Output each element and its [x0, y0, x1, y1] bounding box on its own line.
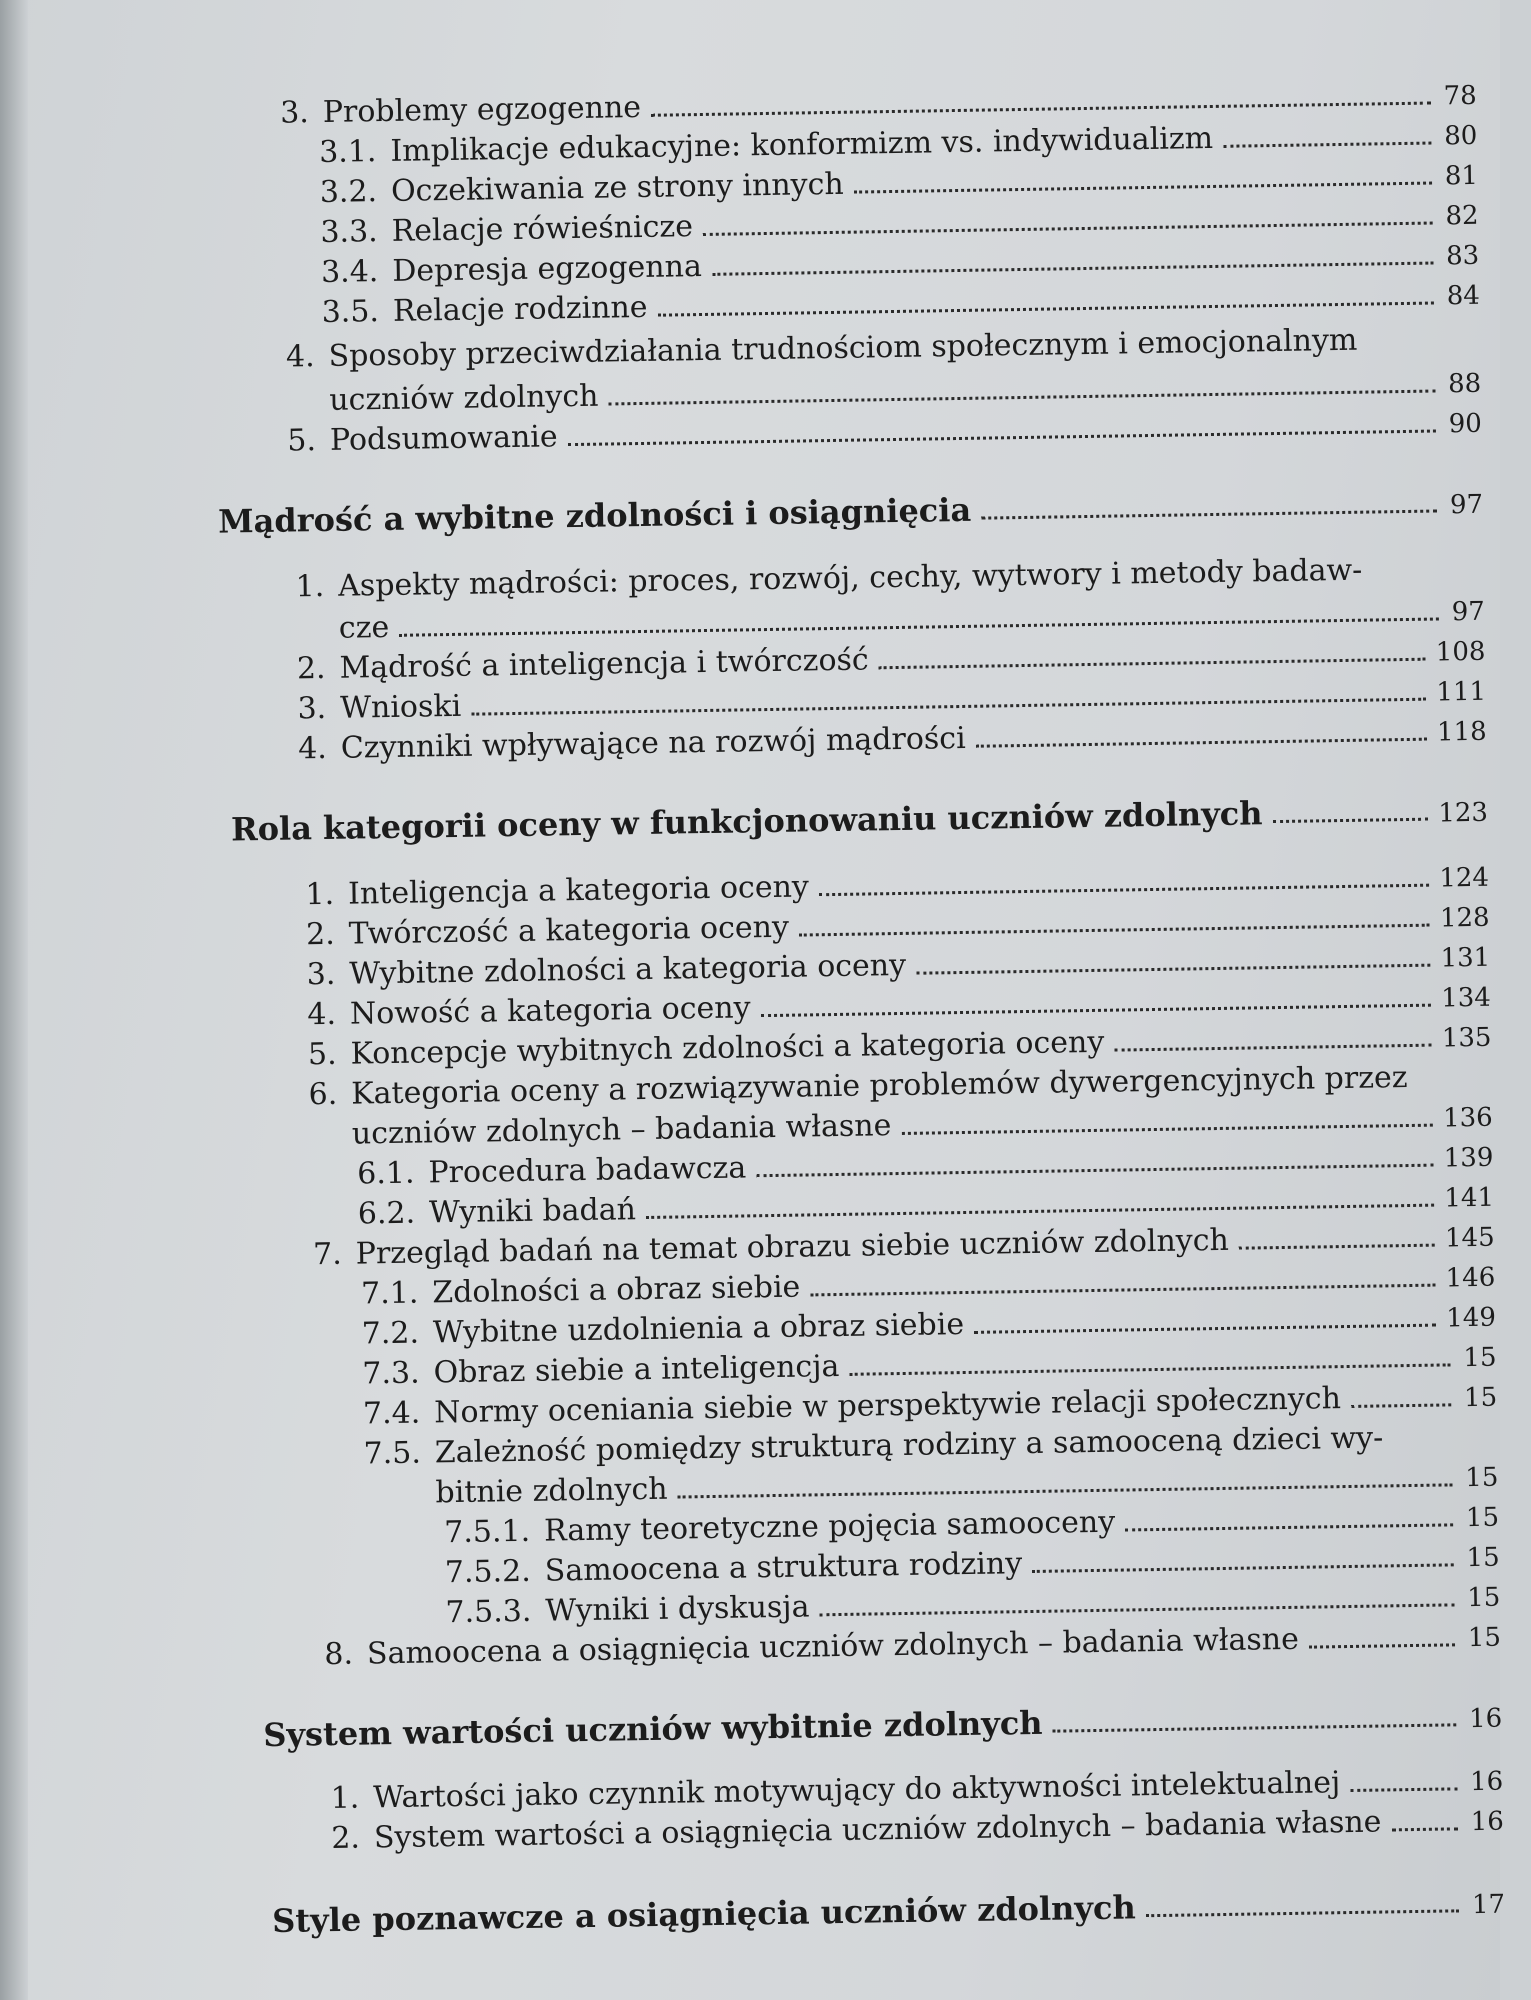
toc-entry-title: Oczekiwania ze strony innych — [390, 166, 844, 209]
toc-entry-page: 128 — [1439, 902, 1490, 934]
chapter-page: 123 — [1438, 797, 1489, 829]
dot-leader — [761, 1004, 1432, 1018]
toc-entry-number: 7.3. — [362, 1355, 420, 1392]
toc-entry-page: 15 — [1463, 1342, 1497, 1374]
toc-entry-page: 16 — [1469, 1766, 1504, 1798]
toc-entry-page: 111 — [1436, 676, 1487, 708]
toc-entry-title: System wartości a osiągnięcia uczniów zdolnych – badania własne — [373, 1804, 1382, 1856]
dot-leader — [1125, 1523, 1453, 1531]
toc-entry-page: 118 — [1436, 716, 1487, 748]
toc-entry-title: Relacje rodzinne — [392, 289, 648, 329]
toc-chapter — [272, 1883, 1505, 1940]
toc-entry-page: 78 — [1443, 80, 1477, 112]
toc-entry-title: Zależność pomiędzy strukturą rodziny a samooceną dzieci wy- — [434, 1420, 1384, 1471]
dot-leader — [1146, 1909, 1459, 1917]
toc-entry-number: 3. — [297, 690, 327, 727]
toc-entry-page: 97 — [1451, 596, 1486, 628]
toc-entry-page: 146 — [1445, 1262, 1496, 1294]
toc-entry-title: Koncepcje wybitnych zdolności a kategoria oceny — [350, 1024, 1105, 1072]
dot-leader — [1350, 1787, 1457, 1792]
dot-leader — [1223, 142, 1431, 148]
dot-leader — [651, 102, 1431, 117]
toc-entry-number: 3.1. — [318, 134, 377, 171]
dot-leader — [879, 658, 1426, 670]
toc-entry-page: 84 — [1446, 280, 1481, 312]
chapter-title: Mądrość a wybitne zdolności i osiągnięcia — [217, 490, 972, 541]
toc-entry-page: 88 — [1447, 368, 1482, 400]
toc-entry-number: 2. — [305, 916, 335, 953]
dot-leader — [1351, 1403, 1451, 1408]
toc-entry-page: 145 — [1444, 1222, 1495, 1254]
toc-entry-title: Podsumowanie — [329, 419, 558, 458]
dot-leader — [820, 1603, 1455, 1616]
toc-entry-number: 1. — [330, 1780, 360, 1817]
toc-entry-title-cont: uczniów zdolnych – badania własne — [351, 1108, 892, 1152]
toc-entry-page: 15 — [1466, 1542, 1500, 1574]
toc-entry-page: 124 — [1439, 862, 1490, 894]
dot-leader — [1273, 817, 1429, 822]
dot-leader — [916, 964, 1431, 975]
toc-entry-title: Zdolności a obraz siebie — [432, 1269, 801, 1311]
toc-entry-number: 5. — [287, 423, 317, 459]
dot-leader — [901, 1124, 1433, 1135]
toc-entry-number: 7.5. — [363, 1435, 422, 1472]
toc-entry-number: 7.5.1. — [443, 1513, 531, 1551]
toc-entry-title-cont: bitnie zdolnych — [435, 1471, 668, 1511]
dot-leader — [609, 390, 1436, 406]
toc-entry-title: Normy oceniania siebie w perspektywie relacji społecznych — [433, 1381, 1342, 1431]
toc-entry-title: Czynniki wpływające na rozwój mądrości — [340, 720, 966, 766]
chapter-title: Style poznawcze a osiągnięcia uczniów zdolnych — [271, 1888, 1136, 1940]
toc-entry-title: Samoocena a struktura rodziny — [544, 1546, 1023, 1589]
dot-leader — [471, 698, 1426, 716]
toc-chapter — [218, 483, 1483, 541]
dot-leader — [712, 262, 1433, 276]
toc-entry-title: Wybitne uzdolnienia a obraz siebie — [432, 1307, 965, 1351]
dot-leader — [1309, 1643, 1455, 1648]
toc-entry-title: Ramy teoretyczne pojęcia samooceny — [543, 1504, 1116, 1549]
toc-entry-title-cont: cze — [338, 609, 390, 646]
toc-entry-title: Procedura badawcza — [428, 1150, 747, 1191]
toc-entry-number: 1. — [295, 568, 325, 605]
toc-entry-title-cont: uczniów zdolnych — [329, 378, 599, 418]
toc-entry-page: 83 — [1445, 240, 1480, 272]
toc-entry-page: 15 — [1463, 1382, 1498, 1414]
dot-leader — [849, 1363, 1450, 1375]
toc-entry-title: Wnioski — [339, 688, 462, 726]
dot-leader — [974, 1324, 1436, 1334]
toc-entry-number: 3.5. — [321, 294, 380, 330]
toc-entry-number: 4. — [297, 730, 328, 767]
toc-entry-page: 149 — [1446, 1302, 1497, 1334]
toc-entry-title: Wyniki i dyskusja — [545, 1589, 810, 1629]
toc-entry-page: 15 — [1465, 1502, 1500, 1534]
dot-leader — [1392, 1827, 1458, 1831]
toc-entry-number: 7.1. — [360, 1275, 419, 1312]
toc-entry-title: Wybitne zdolności a kategoria oceny — [349, 947, 907, 992]
toc-entry-number: 7.5.2. — [444, 1553, 532, 1591]
dot-leader — [646, 1204, 1434, 1219]
toc-entry-title: Implikacje edukacyjne: konformizm vs. indywidualizm — [390, 120, 1214, 169]
toc-entry-number: 7.5.3. — [445, 1593, 532, 1631]
dot-leader — [1053, 1723, 1457, 1732]
toc-entry-page: 15 — [1466, 1582, 1501, 1614]
toc-entry-number: 6.1. — [356, 1155, 415, 1192]
toc-entry-page: 134 — [1440, 982, 1492, 1014]
toc-entry-number: 6.2. — [357, 1195, 416, 1232]
toc-entry-title: Obraz siebie a inteligencja — [433, 1348, 840, 1391]
dot-leader — [981, 509, 1437, 519]
dot-leader — [678, 1483, 1453, 1498]
toc-entry-page: 15 — [1465, 1462, 1499, 1494]
dot-leader — [1114, 1044, 1432, 1052]
toc-entry-number: 3.2. — [319, 174, 378, 210]
toc-entry-title: Sposoby przeciwdziałania trudnościom społecznym i emocjonalnym — [328, 322, 1358, 374]
chapter-page: 16 — [1468, 1703, 1503, 1735]
dot-leader — [976, 738, 1427, 748]
toc-entry-number: 4. — [307, 996, 337, 1033]
chapter-title: System wartości uczniów wybitnie zdolnych — [262, 1703, 1043, 1755]
toc-entry-page: 15 — [1467, 1622, 1502, 1654]
toc-entry-title: Problemy egzogenne — [322, 89, 642, 130]
toc-entry-title: Depresja egzogenna — [392, 249, 703, 289]
toc-entry-title: Mądrość a inteligencja i twórczość — [339, 642, 869, 686]
toc-entry-title: Wartości jako czynnik motywujący do aktywności intelektualnej — [373, 1765, 1341, 1816]
toc-entry-page: 139 — [1443, 1142, 1494, 1174]
toc-chapter — [231, 791, 1488, 849]
toc-entry-page: 131 — [1440, 942, 1491, 974]
dot-leader — [399, 617, 1439, 636]
dot-leader — [799, 924, 1430, 937]
chapter-page: 17 — [1471, 1889, 1506, 1921]
chapter-page: 97 — [1449, 489, 1484, 521]
toc-entry-page: 108 — [1435, 636, 1486, 668]
toc-entry-title: Wyniki badań — [428, 1192, 637, 1231]
toc-entry-number: 3. — [306, 956, 336, 993]
toc-entry-number: 5. — [307, 1036, 337, 1073]
toc-entry-number: 6. — [308, 1076, 338, 1113]
toc-entry-title: Samoocena a osiągnięcia uczniów zdolnych – badania własne — [366, 1621, 1300, 1672]
toc-entry-page: 16 — [1470, 1806, 1505, 1838]
toc-entry-number: 3.4. — [320, 254, 379, 290]
toc-chapter — [263, 1697, 1502, 1754]
toc-entry-title: Nowość a kategoria oceny — [349, 990, 751, 1032]
toc-entry-number: 7.4. — [362, 1395, 421, 1432]
dot-leader — [1239, 1244, 1435, 1250]
toc-entry-number: 4. — [285, 339, 315, 375]
toc-entry-number: 8. — [324, 1636, 354, 1673]
dot-leader — [810, 1284, 1435, 1297]
toc-entry-page: 90 — [1448, 408, 1483, 440]
toc-entry-page: 82 — [1445, 200, 1479, 232]
dot-leader — [1032, 1563, 1454, 1573]
toc-entry-title: Przegląd badań na temat obrazu siebie uczniów zdolnych — [355, 1222, 1230, 1272]
dot-leader — [854, 182, 1432, 194]
toc-entry-number: 2. — [331, 1820, 361, 1857]
toc-entry-title: Relacje rówieśnicze — [391, 209, 694, 249]
dot-leader — [819, 884, 1430, 897]
toc-entry-number: 2. — [296, 650, 326, 687]
toc-entry-page: 81 — [1444, 160, 1479, 192]
toc-entry-title: Inteligencja a kategoria oceny — [347, 869, 810, 912]
toc-entry-page: 136 — [1442, 1102, 1493, 1134]
toc-entry-number: 3. — [279, 95, 310, 131]
chapter-title: Rola kategorii oceny w funkcjonowaniu uczniów zdolnych — [230, 794, 1263, 849]
toc-entry-title: Aspekty mądrości: proces, rozwój, cechy, wytwory i metody badaw- — [337, 552, 1363, 604]
toc-entry-number: 1. — [305, 876, 335, 913]
toc-entry-title: Twórczość a kategoria oceny — [348, 909, 790, 952]
dot-leader — [568, 429, 1436, 446]
dot-leader — [756, 1164, 1434, 1178]
toc-entry-page: 141 — [1444, 1182, 1495, 1214]
toc-entry-title: Kategoria oceny a rozwiązywanie problemów dywergencyjnych przez — [350, 1060, 1408, 1112]
toc-entry-page: 135 — [1441, 1022, 1492, 1054]
dot-leader — [658, 302, 1434, 317]
toc-entry-page: 80 — [1443, 120, 1478, 152]
toc-entry-number: 3.3. — [320, 214, 378, 250]
dot-leader — [703, 222, 1433, 236]
toc-entry-number: 7. — [312, 1236, 343, 1273]
toc-entry-number: 7.2. — [361, 1315, 420, 1352]
